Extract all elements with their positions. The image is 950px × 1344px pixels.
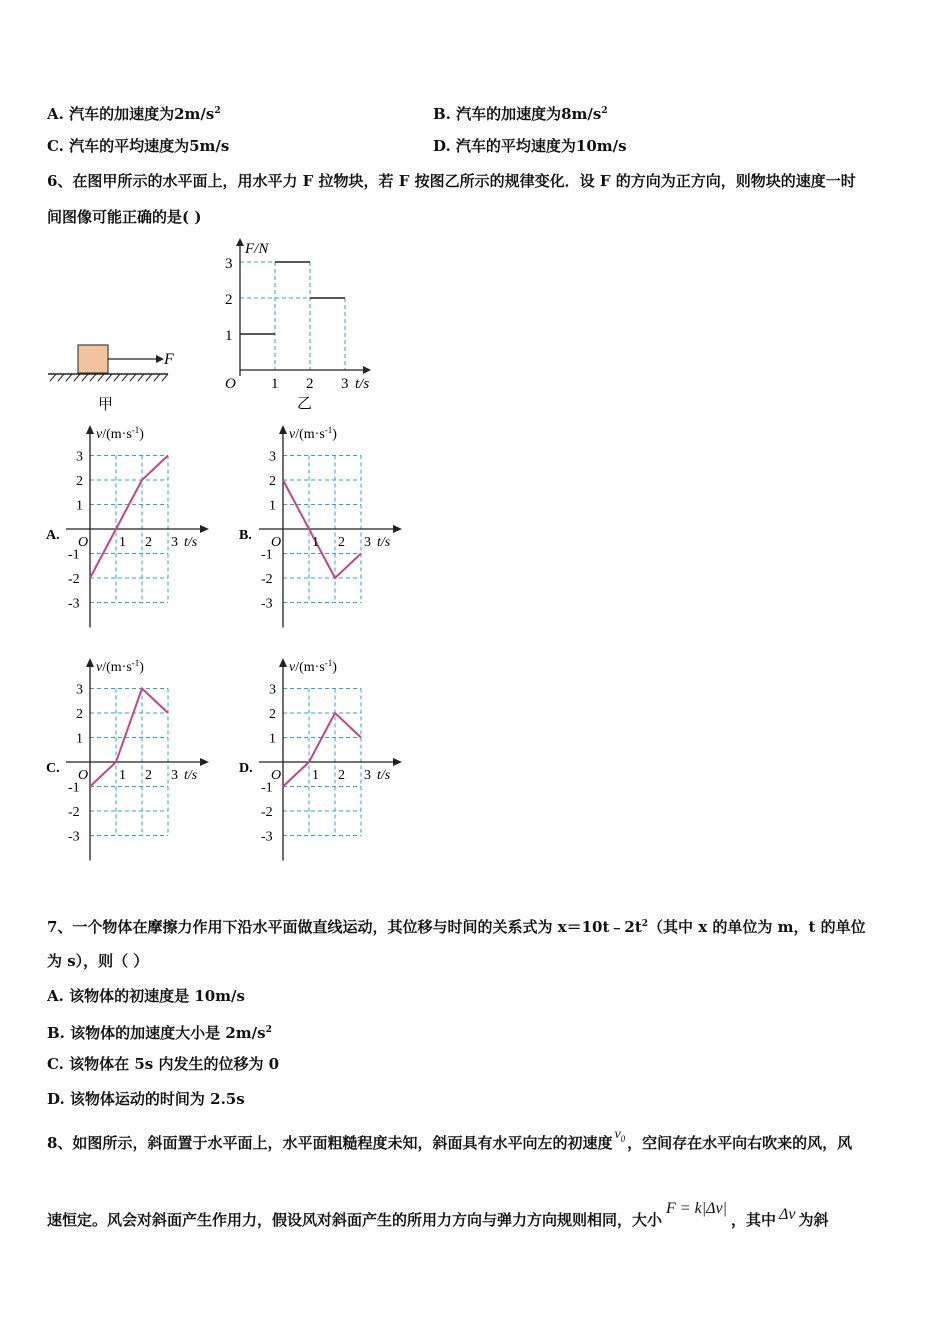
y-tick-label: 3 — [269, 449, 276, 465]
block — [78, 345, 108, 373]
force-formula: F = k|Δv| — [666, 1200, 727, 1217]
q5-option-d: D. 汽车的平均速度为10m/s — [433, 137, 627, 155]
x-axis-arrowhead — [200, 758, 209, 766]
x-axis-arrowhead — [393, 758, 402, 766]
q7-option-a: A. 该物体的初速度是 10m/s — [47, 987, 245, 1005]
x-axis-arrowhead — [393, 525, 402, 533]
y-tick-label: -3 — [68, 596, 80, 612]
q5-option-c: C. 汽车的平均速度为5m/s — [47, 137, 230, 155]
y-tick-label: -1 — [68, 780, 80, 796]
origin-label: O — [78, 768, 89, 783]
y-tick-label: 3 — [76, 449, 83, 465]
x-axis-label: t/s — [184, 535, 198, 550]
x-tick-3: 3 — [341, 376, 349, 392]
y-axis-label: $v/(m\cdot s^{-1})$ — [96, 425, 144, 442]
vt-graph-c — [42, 655, 217, 873]
y-tick-label: 1 — [269, 498, 276, 514]
option-label: A. — [46, 528, 60, 543]
q8-stem-line2: 速恒定。风会对斜面产生作用力，假设风对斜面产生的所用力方向与弹力方向规则相同，大小F = k|Δv|，其中 Δv 为斜 — [47, 1200, 829, 1229]
y-tick-2: 2 — [225, 292, 233, 308]
origin-label: O — [78, 535, 89, 550]
y-tick-label: -3 — [261, 829, 273, 845]
x-tick-label: 3 — [364, 768, 371, 783]
x-axis-label: t/s — [377, 768, 391, 783]
y-tick-label: -2 — [68, 805, 80, 820]
x-axis-arrowhead — [363, 366, 371, 374]
vt-graph-b — [235, 422, 410, 640]
y-axis-arrowhead — [236, 238, 244, 246]
option-label: C. — [46, 761, 60, 776]
x-axis-label: t/s — [355, 376, 370, 392]
option-d-graph[interactable] — [235, 655, 410, 877]
y-axis-arrowhead — [86, 658, 94, 667]
velocity-line — [90, 456, 168, 579]
q5-option-a: A. 汽车的加速度为$2m/s^2$ — [47, 105, 221, 123]
x-tick-label: 1 — [119, 768, 126, 783]
x-tick-label: 2 — [338, 768, 345, 783]
force-arrowhead — [156, 355, 164, 363]
x-axis-label: t/s — [184, 768, 198, 783]
option-label: B. — [239, 528, 252, 543]
x-axis-label: t/s — [377, 535, 391, 550]
q5-option-b: B. 汽车的加速度为$8m/s^2$ — [433, 105, 608, 123]
y-tick-label: -1 — [261, 780, 273, 796]
x-tick-label: 2 — [338, 535, 345, 550]
y-tick-label: -2 — [68, 572, 80, 587]
grid — [240, 262, 345, 370]
x-tick-label: 3 — [171, 768, 178, 783]
x-axis-arrowhead — [200, 525, 209, 533]
figure-jia — [40, 335, 190, 415]
y-tick-label: 3 — [76, 682, 83, 698]
delta-v-symbol: Δv — [779, 1206, 796, 1223]
y-tick-label: 2 — [76, 474, 83, 489]
q8-stem-line1: 8、如图所示，斜面置于水平面上，水平面粗糙程度未知，斜面具有水平向左的初速度 $v_0$ ，空间存在水平向右吹来的风，风 — [47, 1127, 853, 1152]
q7-option-d: D. 该物体运动的时间为 2.5s — [47, 1090, 245, 1108]
x-tick-label: 2 — [145, 768, 152, 783]
vt-graph-a — [42, 422, 217, 640]
y-axis-label: F/N — [245, 241, 269, 257]
q7-option-c: C. 该物体在 5s 内发生的位移为 0 — [47, 1055, 280, 1073]
x-tick-label: 1 — [312, 535, 319, 550]
option-a-graph[interactable] — [42, 422, 217, 644]
y-tick-label: -2 — [261, 572, 273, 587]
y-tick-label: 3 — [269, 682, 276, 698]
ground-hatching — [50, 374, 168, 381]
y-axis-label: $v/(m\cdot s^{-1})$ — [289, 425, 337, 442]
x-tick-label: 3 — [171, 535, 178, 550]
y-tick-label: 2 — [269, 707, 276, 722]
v0-symbol: $v_0$ — [614, 1127, 626, 1144]
origin-label: O — [271, 768, 282, 783]
q6-stem-line2: 间图像可能正确的是( ) — [47, 208, 202, 226]
q7-stem-line2: 为 s），则（ ） — [47, 952, 149, 970]
q7-option-b: B. 该物体的加速度大小是 $2m/s^2$ — [47, 1024, 272, 1042]
q6-stem-line1: 6、在图甲所示的水平面上，用水平力 F 拉物块，若 F 按图乙所示的规律变化．设 F 的方向为正方向，则物块的速度一时 — [47, 172, 856, 190]
x-tick-label: 2 — [145, 535, 152, 550]
y-tick-label: -2 — [261, 805, 273, 820]
y-axis-label: $v/(m\cdot s^{-1})$ — [289, 658, 337, 675]
y-axis-arrowhead — [279, 425, 287, 434]
force-label: F — [164, 351, 174, 368]
y-tick-label: 1 — [76, 731, 83, 747]
y-axis-arrowhead — [279, 658, 287, 667]
y-tick-label: -3 — [68, 829, 80, 845]
x-tick-label: 3 — [364, 535, 371, 550]
y-tick-label: -1 — [261, 547, 273, 563]
y-tick-label: 1 — [269, 731, 276, 747]
figure-jia-caption: 甲 — [98, 397, 114, 413]
vt-graph-d — [235, 655, 410, 873]
q7-stem-line1: 7、一个物体在摩擦力作用下沿水平面做直线运动，其位移与时间的关系式为 $x=10t﹣2t^2$（其中 x 的单位为 m，t 的单位 — [47, 918, 866, 936]
origin-label: O — [225, 376, 236, 392]
y-tick-label: -3 — [261, 596, 273, 612]
y-tick-3: 3 — [225, 256, 233, 272]
x-tick-label: 1 — [312, 768, 319, 783]
x-tick-label: 1 — [119, 535, 126, 550]
y-tick-label: 2 — [269, 474, 276, 489]
x-tick-2: 2 — [306, 376, 314, 392]
y-axis-label: $v/(m\cdot s^{-1})$ — [96, 658, 144, 675]
figure-yi-force-graph — [215, 236, 385, 414]
option-label: D. — [239, 761, 253, 776]
origin-label: O — [271, 535, 282, 550]
option-c-graph[interactable] — [42, 655, 217, 877]
y-tick-label: 2 — [76, 707, 83, 722]
y-tick-1: 1 — [225, 328, 233, 344]
y-axis-arrowhead — [86, 425, 94, 434]
x-tick-1: 1 — [271, 376, 279, 392]
option-b-graph[interactable] — [235, 422, 410, 644]
y-tick-label: 1 — [76, 498, 83, 514]
velocity-line — [283, 713, 361, 787]
y-tick-label: -1 — [68, 547, 80, 563]
figure-yi-caption: 乙 — [297, 396, 313, 412]
